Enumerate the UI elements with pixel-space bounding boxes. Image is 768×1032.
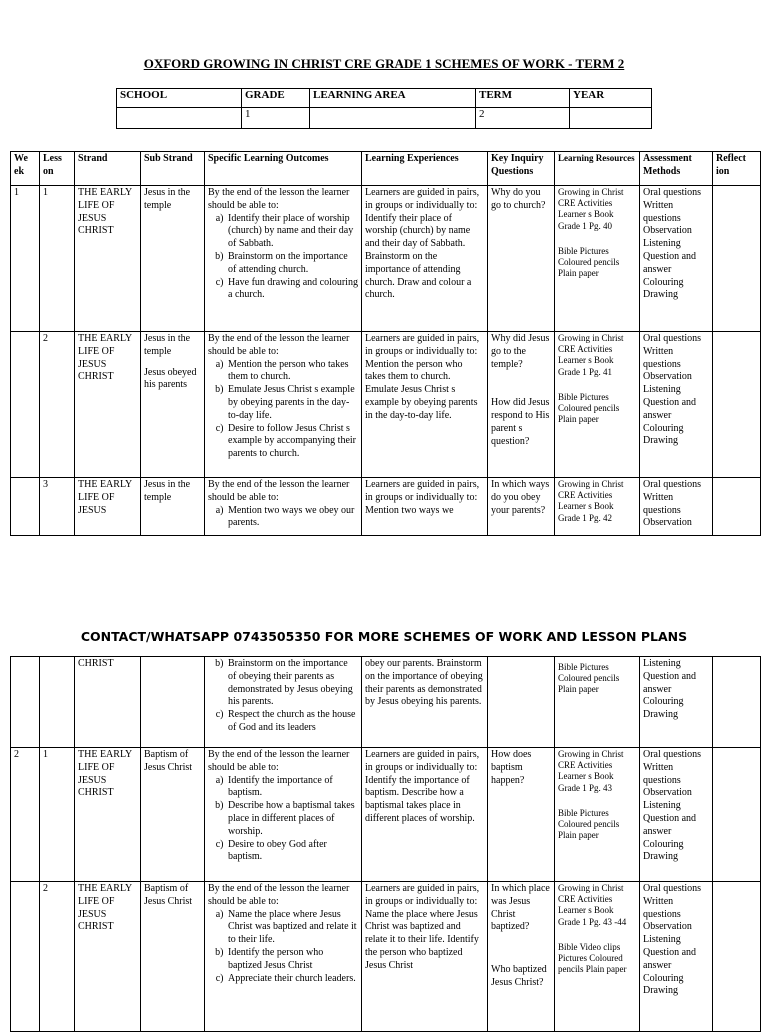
question-text: In which ways do you obey your parents? [491,479,550,516]
outcome-item: a. Mention two ways we obey our parents. [226,505,358,531]
outcome-item: a. Name the place where Jesus Christ was baptized and relate it to their life. [226,909,358,947]
grade-header: GRADE [242,89,310,108]
questions-cell [488,748,555,882]
week-cell: 1 [11,186,40,332]
outcomes-list [208,505,358,531]
question-text: Why did Jesus go to the temple? [491,333,550,370]
reflection-cell [713,657,761,748]
resources-book: Growing in Christ CRE Activities Learner s Book Grade 1 Pg. 40 [558,187,624,231]
substrand-cell [141,332,205,478]
learning-area-header: LEARNING AREA [310,89,476,108]
outcomes-cell [205,748,362,882]
lesson-cell: 3 [40,478,75,536]
outcome-item: a. Identify their place of worship (church) by name and their day of Sabbath. [226,213,358,251]
outcomes-list [208,909,358,986]
question-text: How does baptism happen? [491,749,532,786]
resources-book: Growing in Christ CRE Activities Learner s Book Grade 1 Pg. 43 [558,749,624,793]
year-value [570,108,652,129]
assessment-cell: Listening Question and answer Colouring Drawing [640,657,713,748]
questions-cell [488,332,555,478]
table-row [11,882,761,1032]
resources-book: Growing in Christ CRE Activities Learner s Book Grade 1 Pg. 42 [558,479,624,523]
outcomes-cell [205,186,362,332]
outcomes-cell [205,882,362,1032]
schemes-table-page2 [10,656,761,1032]
assessment-cell: Oral questions Written questions Observation Listening Question and answer Colouring Drawing [640,186,713,332]
substrand-cell [141,478,205,536]
lesson-cell [40,657,75,748]
resources-materials: Bible Video clips Pictures Coloured pencils Plain paper [558,941,627,975]
strand-cell: THE EARLY LIFE OF JESUS [75,478,141,536]
outcome-item: b. Identify the person who baptized Jesus Christ [226,947,358,973]
schemes-table-page1 [10,151,761,536]
outcomes-intro: By the end of the lesson the learner should be able to: [208,749,350,773]
outcomes-cell [205,657,362,748]
experiences-cell: Learners are guided in pairs, in groups or individually to: Identify their place of worship (church) by name and their day of Sabbath. Brainstorm on the importance of attending church. Draw and colour a church. [362,186,488,332]
questions-header: Key Inquiry Questions [488,152,555,186]
outcome-item: c. Have fun drawing and colouring a church. [226,277,358,303]
reflection-cell [713,332,761,478]
experiences-cell: obey our parents. Brainstorm on the importance of obeying their parents as demonstrated by Jesus obeying his parents. [362,657,488,748]
outcome-item: a. Mention the person who takes them to church. [226,359,358,385]
week-header: We ek [11,152,40,186]
lesson-cell: 1 [40,186,75,332]
substrand-cell [141,657,205,748]
school-info-table [116,88,652,129]
resources-book: Growing in Christ CRE Activities Learner s Book Grade 1 Pg. 41 [558,333,624,377]
question-text: In which place was Jesus Christ baptized? [491,883,550,933]
assessment-cell: Oral questions Written questions Observation Listening Question and answer Colouring Drawing [640,882,713,1032]
outcome-item: c. Respect the church as the house of God and its leaders [226,709,358,735]
substrand-text: Baptism of Jesus Christ [144,883,193,907]
contact-banner: CONTACT/WHATSAPP 0743505350 FOR MORE SCHEMES OF WORK AND LESSON PLANS [80,629,688,644]
document-title: OXFORD GROWING IN CHRIST CRE GRADE 1 SCHEMES OF WORK - TERM 2 [143,56,625,71]
week-cell [11,478,40,536]
outcome-item: b. Emulate Jesus Christ s example by obeying parents in the day-to-day life. [226,384,358,422]
outcomes-list [208,658,358,735]
reflection-cell [713,478,761,536]
outcomes-list [208,359,358,461]
outcomes-intro: By the end of the lesson the learner should be able to: [208,187,350,211]
reflection-cell [713,882,761,1032]
lesson-cell: 2 [40,332,75,478]
strand-cell: THE EARLY LIFE OF JESUS CHRIST [75,186,141,332]
reflection-cell [713,186,761,332]
substrand-text-2: Jesus obeyed his parents [144,366,197,391]
strand-header: Strand [75,152,141,186]
assessment-header: Assessment Methods [640,152,713,186]
outcome-item: c. Desire to follow Jesus Christ s example by accompanying their parents to church. [226,423,358,461]
table-row [11,478,761,536]
grade-value: 1 [242,108,310,129]
resources-header: Learning Resources [555,152,640,186]
experiences-cell: Learners are guided in pairs, in groups or individually to: Mention two ways we [362,478,488,536]
year-header: YEAR [570,89,652,108]
table-row [11,186,761,332]
resources-cell [555,882,640,1032]
week-cell [11,882,40,1032]
table-row [11,332,761,478]
lesson-cell: 2 [40,882,75,1032]
reflection-cell [713,748,761,882]
resources-cell [555,657,640,748]
question-text: Why do you go to church? [491,187,546,211]
questions-cell [488,882,555,1032]
resources-cell [555,748,640,882]
strand-cell: THE EARLY LIFE OF JESUS CHRIST [75,882,141,1032]
resources-materials: Bible Pictures Coloured pencils Plain paper [558,807,620,841]
resources-materials: Bible Pictures Coloured pencils Plain paper [558,245,620,279]
substrand-text: Baptism of Jesus Christ [144,749,193,773]
substrand-text: Jesus in the temple [144,479,191,503]
lesson-header: Less on [40,152,75,186]
assessment-cell: Oral questions Written questions Observation Listening Question and answer Colouring Drawing [640,332,713,478]
experiences-header: Learning Experiences [362,152,488,186]
outcomes-cell [205,332,362,478]
resources-cell [555,332,640,478]
week-cell [11,657,40,748]
school-value [117,108,242,129]
lesson-cell: 1 [40,748,75,882]
school-header: SCHOOL [117,89,242,108]
resources-materials: Bible Pictures Coloured pencils Plain paper [558,662,620,695]
substrand-header: Sub Strand [141,152,205,186]
substrand-cell [141,186,205,332]
outcome-item: c. Desire to obey God after baptism. [226,839,358,865]
outcome-item: c. Appreciate their church leaders. [226,973,358,986]
question-text-2: How did Jesus respond to His parent s question? [491,397,550,447]
outcome-item: b. Brainstorm on the importance of attending church. [226,251,358,277]
experiences-cell: Learners are guided in pairs, in groups or individually to: Mention the person who takes them to church. Emulate Jesus Christ s example by obeying parents in the day-to-day life. [362,332,488,478]
learning-area-value [310,108,476,129]
assessment-cell: Oral questions Written questions Observation [640,478,713,536]
outcomes-intro: By the end of the lesson the learner should be able to: [208,479,350,503]
term-header: TERM [476,89,570,108]
substrand-text: Jesus in the temple [144,333,191,357]
experiences-cell: Learners are guided in pairs, in groups or individually to: Name the place where Jesus Christ was baptized and relate it to their life. Identify the person who baptized Jesus Christ [362,882,488,1032]
outcome-item: a. Identify the importance of baptism. [226,775,358,801]
outcomes-list [208,213,358,303]
resources-book: Growing in Christ CRE Activities Learner s Book Grade 1 Pg. 43 -44 [558,883,627,927]
question-text-2: Who baptized Jesus Christ? [491,964,547,988]
outcomes-list [208,775,358,865]
experiences-cell: Learners are guided in pairs, in groups or individually to: Identify the importance of baptism. Describe how a baptismal takes place in different places of worship. [362,748,488,882]
resources-cell [555,478,640,536]
strand-cell: CHRIST [75,657,141,748]
week-cell: 2 [11,748,40,882]
term-value: 2 [476,108,570,129]
table-row [11,748,761,882]
questions-cell [488,657,555,748]
header-row [11,152,761,186]
strand-cell: THE EARLY LIFE OF JESUS CHRIST [75,332,141,478]
outcomes-intro: By the end of the lesson the learner should be able to: [208,333,350,357]
outcomes-intro: By the end of the lesson the learner should be able to: [208,883,350,907]
strand-cell: THE EARLY LIFE OF JESUS CHRIST [75,748,141,882]
substrand-text: Jesus in the temple [144,187,191,211]
substrand-cell [141,882,205,1032]
questions-cell [488,478,555,536]
reflection-header: Reflect ion [713,152,761,186]
resources-cell [555,186,640,332]
outcomes-header: Specific Learning Outcomes [205,152,362,186]
assessment-cell: Oral questions Written questions Observation Listening Question and answer Colouring Drawing [640,748,713,882]
outcome-item: b. Describe how a baptismal takes place in different places of worship. [226,800,358,838]
outcome-item: b. Brainstorm on the importance of obeying their parents as demonstrated by Jesus obeying his parents. [226,658,358,709]
substrand-cell [141,748,205,882]
table-row [11,657,761,748]
outcomes-cell [205,478,362,536]
questions-cell [488,186,555,332]
resources-materials: Bible Pictures Coloured pencils Plain paper [558,391,620,425]
week-cell [11,332,40,478]
